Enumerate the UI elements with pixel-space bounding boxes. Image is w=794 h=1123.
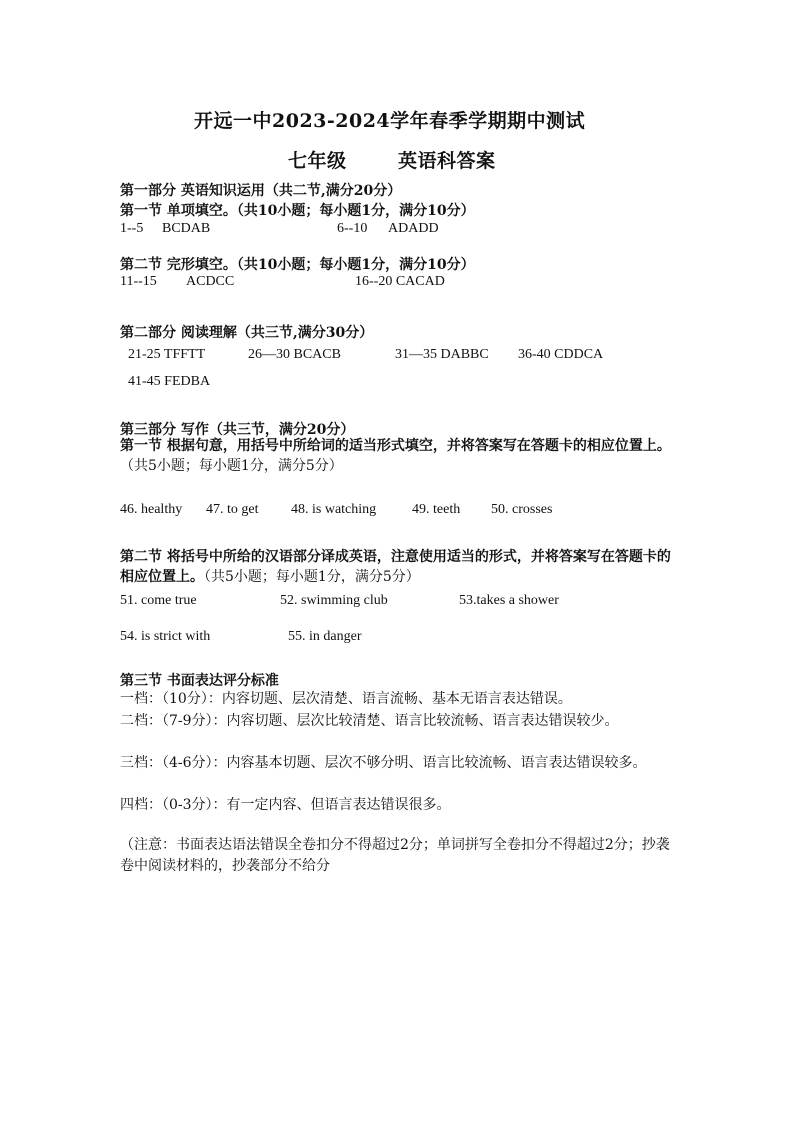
grade-level-3: 三档：（4-6分）：内容基本切题、层次不够分明、语言比较流畅、语言表达错误较多。 <box>120 755 647 771</box>
answers-11-15: ACDCC <box>186 274 235 289</box>
answers-21-25: 21-25 TFFTT <box>128 347 206 362</box>
answers-6-10: ADADD <box>388 221 439 236</box>
answer-54: 54. is strict with <box>120 629 211 644</box>
grade-level-1: 一档：（10分）：内容切题、层次清楚、语言流畅、基本无语言表达错误。 <box>120 691 572 707</box>
answer-49: 49. teeth <box>412 502 461 517</box>
subject-label: 英语科答案 <box>398 150 496 172</box>
answers-41-45: 41-45 FEDBA <box>128 374 211 389</box>
answers-26-30: 26—30 BCACB <box>248 347 341 362</box>
grade-label: 七年级 <box>288 150 347 172</box>
answer-range-1-5: 1--5 <box>120 221 144 236</box>
answer-55: 55. in danger <box>288 629 362 644</box>
part1-section2-heading: 第二节 完形填空。（共10小题；每小题1分，满分10分） <box>120 257 475 273</box>
part3-heading: 第三部分 写作（共三节，满分20分） <box>120 422 355 438</box>
part3-section1-instruction: 第一节 根据句意，用括号中所给词的适当形式填空，并将答案写在答题卡的相应位置上。 <box>120 438 671 454</box>
part1-heading: 第一部分 英语知识运用（共二节,满分20分） <box>120 183 402 199</box>
grade-level-4: 四档：（0-3分）：有一定内容、但语言表达错误很多。 <box>120 797 451 813</box>
grade-level-2: 二档：（7-9分）：内容切题、层次比较清楚、语言比较流畅、语言表达错误较少。 <box>120 713 619 729</box>
scoring-note: （注意：书面表达语法错误全卷扣分不得超过2分；单词拼写全卷扣分不得超过2分；抄袭卷中阅读材料的，抄袭部分不给分 <box>120 837 670 874</box>
answers-36-40: 36-40 CDDCA <box>518 347 604 362</box>
answer-53: 53.takes a shower <box>459 593 559 608</box>
page-title: 开远一中2023-2024学年春季学期期中测试 <box>194 110 586 132</box>
answer-50: 50. crosses <box>491 502 553 517</box>
part2-heading: 第二部分 阅读理解（共三节,满分30分） <box>120 325 374 341</box>
answer-46: 46. healthy <box>120 502 183 517</box>
answer-range-6-10: 6--10 <box>337 221 368 236</box>
answers-16-20: 16--20 CACAD <box>355 274 445 289</box>
answers-31-35: 31—35 DABBC <box>395 347 489 362</box>
answers-1-5: BCDAB <box>162 221 211 236</box>
part3-section3-heading: 第三节 书面表达评分标准 <box>120 673 279 689</box>
answer-range-11-15: 11--15 <box>120 274 157 289</box>
answer-51: 51. come true <box>120 593 197 608</box>
answer-47: 47. to get <box>206 502 259 517</box>
part3-section1-scoring: （共5小题；每小题1分，满分5分） <box>120 458 343 474</box>
answer-48: 48. is watching <box>291 502 377 517</box>
part3-section2-heading <box>120 547 680 587</box>
answer-52: 52. swimming club <box>280 593 388 608</box>
part3-section2-scoring: （共5小题；每小题1分，满分5分） <box>204 569 420 585</box>
part1-section1-heading: 第一节 单项填空。（共10小题；每小题1分，满分10分） <box>120 203 475 219</box>
part3-section2-instruction: 第二节 将括号中所给的汉语部分译成英语，注意使用适当的形式，并将答案写在答题卡的相应位置上。 <box>120 549 671 585</box>
part3-section1-heading <box>120 436 680 476</box>
